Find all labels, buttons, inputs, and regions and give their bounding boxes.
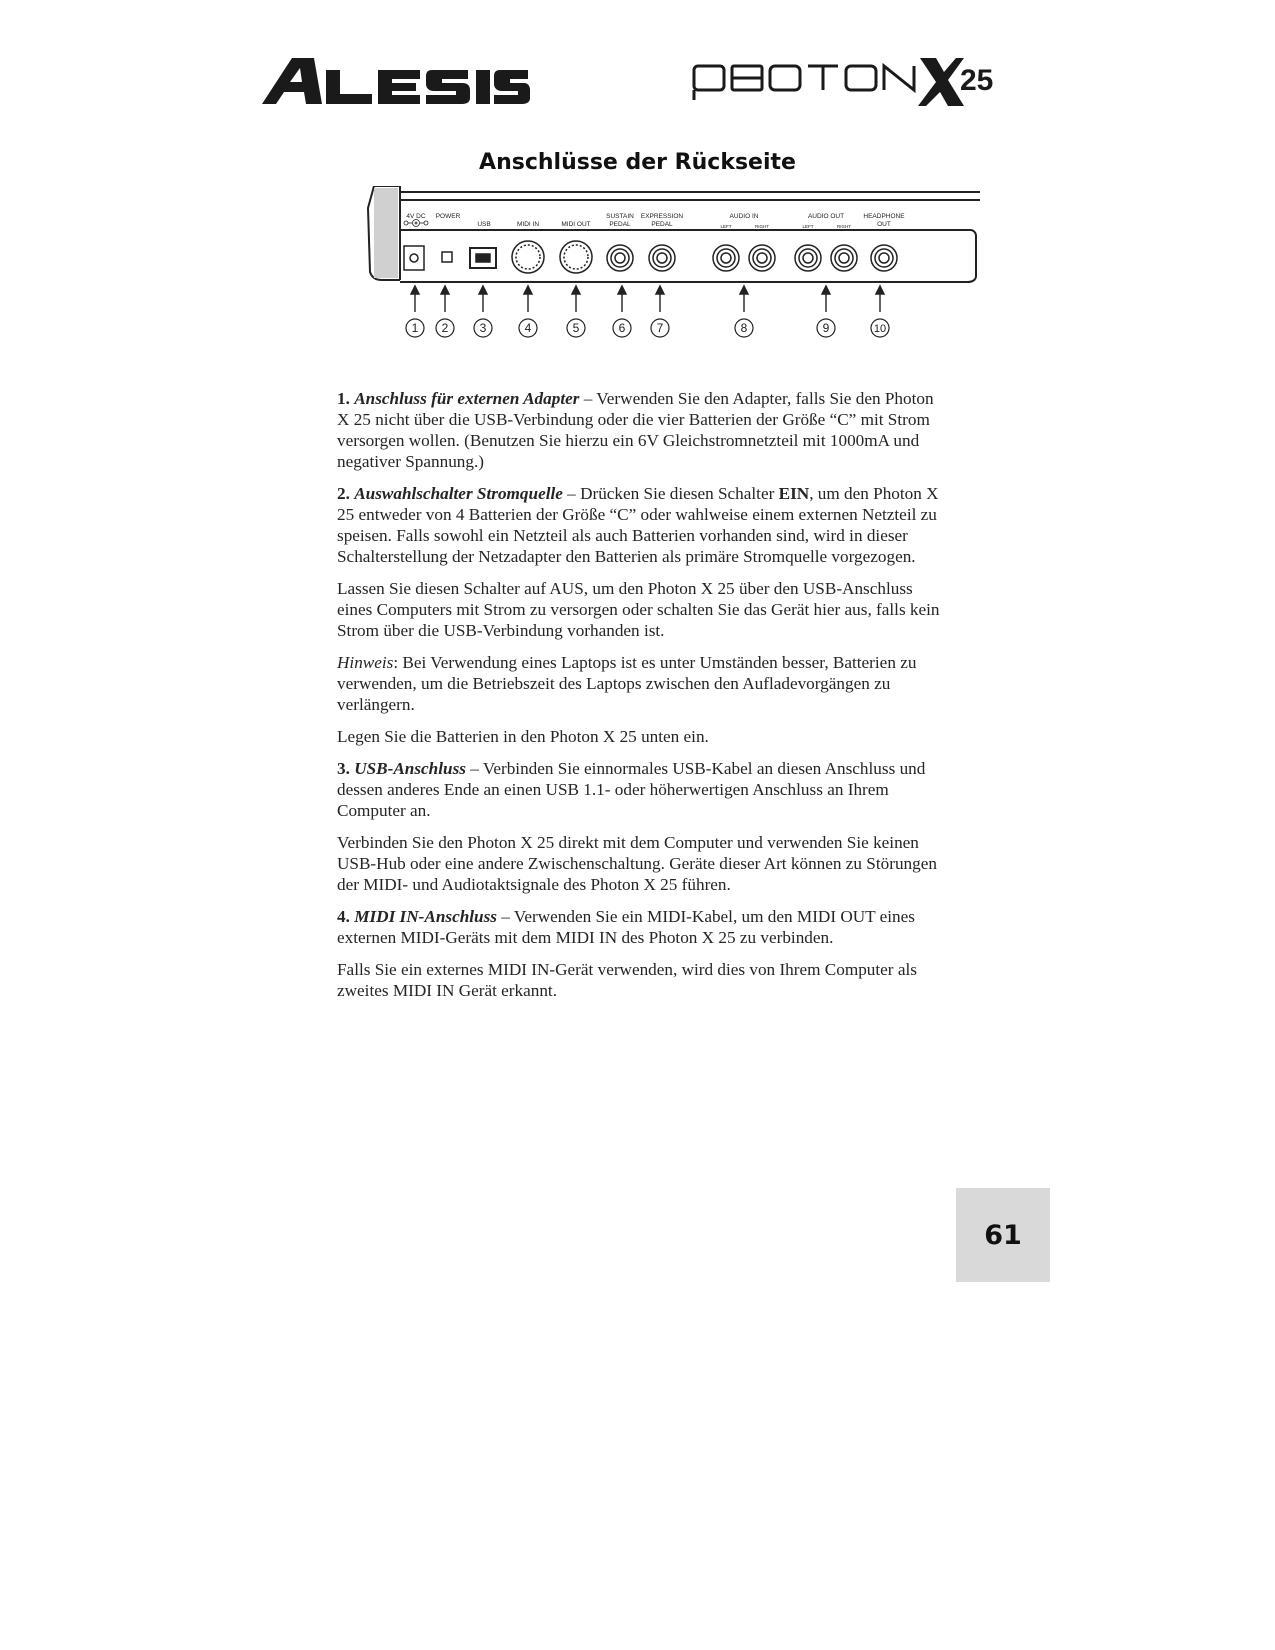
callout-3: 3 bbox=[479, 321, 487, 335]
midi-in-port bbox=[512, 241, 544, 273]
paragraph-5: Legen Sie die Batterien in den Photon X 25 unten ein. bbox=[337, 727, 709, 746]
power-switch bbox=[442, 252, 452, 262]
label-midi-in: MIDI IN bbox=[516, 221, 540, 228]
audio-out-left-jack bbox=[795, 245, 821, 271]
callout-8: 8 bbox=[740, 321, 748, 335]
audio-in-left-jack bbox=[713, 245, 739, 271]
callout-10: 10 bbox=[873, 323, 887, 335]
paragraph-2: 2. Auswahlschalter Stromquelle – Drücken Sie diesen Schalter EIN, um den Photon X 25 entweder von 4 Batterien der Größe “C” oder wahlweise einem externen Netzteil zu speisen. Falls sowohl ein Netzteil als auch Batterien vorhanden sind, wird in dieser Schalterstellung der Netzadapter den Batterien als primäre Stromquelle vorgezogen. bbox=[337, 484, 939, 566]
label-midi-out: MIDI OUT bbox=[561, 221, 591, 228]
item-heading: USB-Anschluss bbox=[354, 759, 466, 778]
callout-9: 9 bbox=[822, 321, 830, 335]
audio-out-right-jack bbox=[831, 245, 857, 271]
dc-jack bbox=[404, 246, 424, 270]
headphone-out-jack bbox=[871, 245, 897, 271]
label-audio-in: AUDIO IN bbox=[729, 213, 759, 220]
label-audio-out-right: RIGHT bbox=[837, 224, 851, 229]
paragraph-8: 4. MIDI IN-Anschluss – Verwenden Sie ein MIDI-Kabel, um den MIDI OUT eines externen MIDI-Geräts mit dem MIDI IN des Photon X 25 zu verbinden. bbox=[337, 907, 915, 947]
paragraph-3: Lassen Sie diesen Schalter auf AUS, um den Photon X 25 über den USB-Anschluss eines Computers mit Strom zu versorgen oder schalten Sie das Gerät hier aus, falls kein Strom über die USB-Verbindung vorhanden ist. bbox=[337, 579, 940, 640]
callout-6: 6 bbox=[618, 321, 626, 335]
callout-arrows bbox=[411, 286, 884, 312]
photon-x25-logo bbox=[692, 56, 1012, 108]
label-audio-in-left: LEFT bbox=[720, 224, 732, 229]
callout-7: 7 bbox=[656, 321, 664, 335]
label-4v-dc: 4V DC bbox=[406, 213, 426, 220]
expression-pedal-jack bbox=[649, 245, 675, 271]
label-usb: USB bbox=[477, 221, 491, 228]
label-expression-pedal: PEDAL bbox=[651, 221, 673, 228]
label-power: POWER bbox=[435, 213, 461, 220]
page-title: Anschlüsse der Rückseite bbox=[479, 150, 796, 175]
audio-in-right-jack bbox=[749, 245, 775, 271]
paragraph-6: 3. USB-Anschluss – Verbinden Sie einnormales USB-Kabel an diesen Anschluss und dessen anderes Ende an einen USB 1.1- oder höherwertigen Anschluss an Ihrem Computer an. bbox=[337, 759, 926, 820]
label-headphone: HEADPHONE bbox=[863, 213, 905, 220]
label-audio-out: AUDIO OUT bbox=[807, 213, 845, 220]
body-text bbox=[337, 388, 947, 1012]
sustain-pedal-jack bbox=[607, 245, 633, 271]
svg-text:25: 25 bbox=[960, 64, 994, 97]
callout-5: 5 bbox=[572, 321, 580, 335]
item-heading: Anschluss für externen Adapter bbox=[354, 389, 580, 408]
paragraph-9: Falls Sie ein externes MIDI IN-Gerät verwenden, wird dies von Ihrem Computer als zweites MIDI IN Gerät erkannt. bbox=[337, 960, 917, 1000]
label-sustain: SUSTAIN bbox=[606, 213, 634, 220]
alesis-logo bbox=[262, 56, 530, 106]
item-heading: MIDI IN-Anschluss bbox=[354, 907, 497, 926]
dc-polarity-icon bbox=[404, 220, 428, 227]
label-audio-out-left: LEFT bbox=[802, 224, 814, 229]
label-headphone-out: OUT bbox=[877, 221, 891, 228]
paragraph-7: Verbinden Sie den Photon X 25 direkt mit dem Computer und verwenden Sie keinen USB-Hub oder eine andere Zwischenschaltung. Geräte dieser Art können zu Störungen der MIDI- und Audiotaktsignale des Photon X 25 führen. bbox=[337, 833, 937, 894]
callout-2: 2 bbox=[441, 321, 449, 335]
callout-1: 1 bbox=[411, 321, 419, 335]
paragraph-4: Hinweis: Bei Verwendung eines Laptops ist es unter Umständen besser, Batterien zu verwenden, um die Betriebszeit des Laptops zwischen den Aufladevorgängen zu verlängern. bbox=[337, 653, 917, 714]
item-heading: Auswahlschalter Stromquelle bbox=[354, 484, 563, 503]
midi-out-port bbox=[560, 241, 592, 273]
label-audio-in-right: RIGHT bbox=[755, 224, 769, 229]
page-number: 61 bbox=[956, 1188, 1050, 1282]
rear-panel-diagram bbox=[364, 186, 980, 366]
label-sustain-pedal: PEDAL bbox=[609, 221, 631, 228]
note-label: Hinweis bbox=[337, 653, 394, 672]
callout-4: 4 bbox=[524, 321, 532, 335]
paragraph-1: 1. Anschluss für externen Adapter – Verwenden Sie den Adapter, falls Sie den Photon X 25 nicht über die USB-Verbindung oder die vier Batterien der Größe “C” mit Strom versorgen wollen. (Benutzen Sie hierzu ein 6V Gleichstromnetzteil mit 1000mA und negativer Spannung.) bbox=[337, 389, 934, 471]
label-expression: EXPRESSION bbox=[640, 213, 684, 220]
